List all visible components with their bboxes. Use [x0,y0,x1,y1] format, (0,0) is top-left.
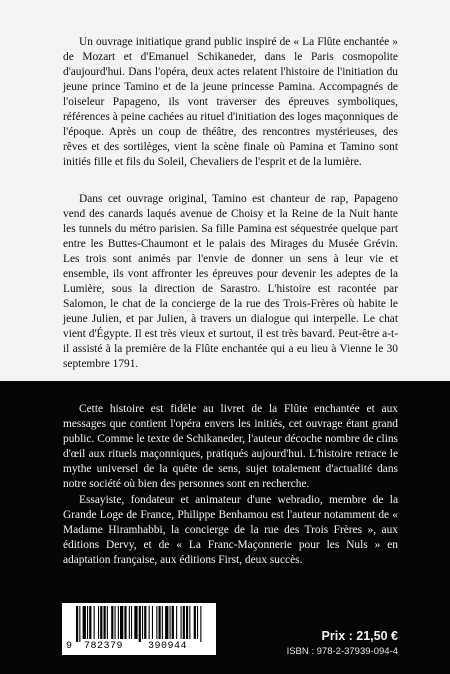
barcode-bar [159,606,161,639]
barcode-bar [111,606,113,639]
barcode-bar [76,606,78,642]
barcode-digits-group2: 390944 [148,641,188,652]
barcode-bars [76,606,202,642]
price-label: Prix : 21,50 € [321,629,398,643]
barcode-bar [104,606,106,639]
barcode-bar [162,606,163,639]
barcode-bar [142,606,143,639]
barcode-bar [83,606,86,639]
barcode-bar [194,606,196,639]
paragraph-fidelity: Cette histoire est fidèle au livret de la Flûte enchantée et aux messages que contient l'opéra envers les initiés, cet ouvrage étant grand public. Comme le texte de Schikaneder, l'auteur décoche nombre de clins d'œil aux rituels maçonniques, pratiqués aujourd'hui. L'histoire retrace le mythe universel de la quête de sens, sujet totalement d'actualité dans notre société où bien des personnes sont en recherche. [63,403,398,490]
barcode-bar [107,606,108,639]
barcode-digit-first: 9 [66,641,73,652]
barcode-bar [118,606,119,639]
paragraph-intro: Un ouvrage initiatique grand public inspiré de « La Flûte enchantée » de Mozart et d'Emanuel Schikaneder, dans le Paris cosmopolite d'aujourd'hui. Dans l'opéra, deux actes relatent l'histoire de l'initiation du jeune prince Tamino et de la jeune princesse Pamina. Accompagnés de l'oiseleur Papageno, ils vont traverser des épreuves symboliques, références à peine cachées au rituel d'initiation des loges maçonniques de l'époque. Après un coup de théâtre, des rencontres mystérieuses, des rêves et des sortilèges, vient la scène finale où Pamina et Tamino sont initiés fille et fils du Soleil, Chevaliers de l'esprit et de la lumière. [63,36,398,168]
barcode-bar [200,606,201,642]
barcode-bar [149,606,150,639]
barcode-bar [115,606,116,639]
barcode-bar [134,606,137,639]
barcode-bar [189,606,190,639]
barcode-bar [156,606,157,639]
barcode-bar [139,606,141,642]
barcode-bar [183,606,185,639]
barcode-bar [94,606,95,639]
barcode-bar [120,606,123,639]
barcode-bar [87,606,88,639]
barcode-bar [79,606,80,642]
barcode-bar [170,606,171,639]
barcode-bar [98,606,99,639]
barcode-bar [152,606,153,639]
barcode-bar [124,606,126,639]
barcode-bar [144,606,146,639]
barcode-bar [172,606,174,639]
barcode-digits-group1: 782379 [84,641,124,652]
barcode-bar [165,606,168,639]
barcode-bar [181,606,182,639]
paragraph-author-bio: Essayiste, fondateur et animateur d'une webradio, membre de la Grande Loge de France, Philippe Benhamou est l'auteur notamment de « Madame Hiramhabbi, la concierge de la rue des Trois Frères », aux éditions Dervy, et de « La Franc-Maçonnerie pour les Nuls » en adaptation française, aux éditions First, deux succès. [63,494,398,566]
isbn-label: ISBN : 978-2-37939-094-4 [286,646,398,657]
barcode-bar [197,606,198,639]
barcode-bar [129,606,130,639]
barcode-bar [89,606,91,639]
paragraph-synopsis: Dans cet ouvrage original, Tamino est chanteur de rap, Papageno vend des canards laqués avenue de Choisy et la Reine de la Nuit hante les tunnels du métro parisien. Sa fille Pamina est séquestrée quelque part entre les Buttes-Chaumont et le palais des Mirages du Musée Grévin. Les trois sont animés par l'envie de donner un sens à leur vie et ensemble, ils vont affronter les épreuves pour devenir les adeptes de la Lumière, sous la direction de Sarastro. L'histoire est racontée par Salomon, le chat de la concierge de la rue des Trois-Frères où habite le jeune Julien, et par Julien, à travers un dialogue qui interpelle. Le chat vient d'Égypte. Il est très vieux et surtout, il est très bavard. Peut-être a-t-il assisté à la première de la Flûte enchantée qui a eu lieu à Vienne le 30 septembre 1791. [63,193,398,370]
barcode-bar [100,606,102,639]
barcode-bar [176,606,177,639]
barcode-bar [131,606,132,639]
barcode-digits [62,641,216,653]
barcode-bar [186,606,188,639]
barcode [62,603,216,655]
